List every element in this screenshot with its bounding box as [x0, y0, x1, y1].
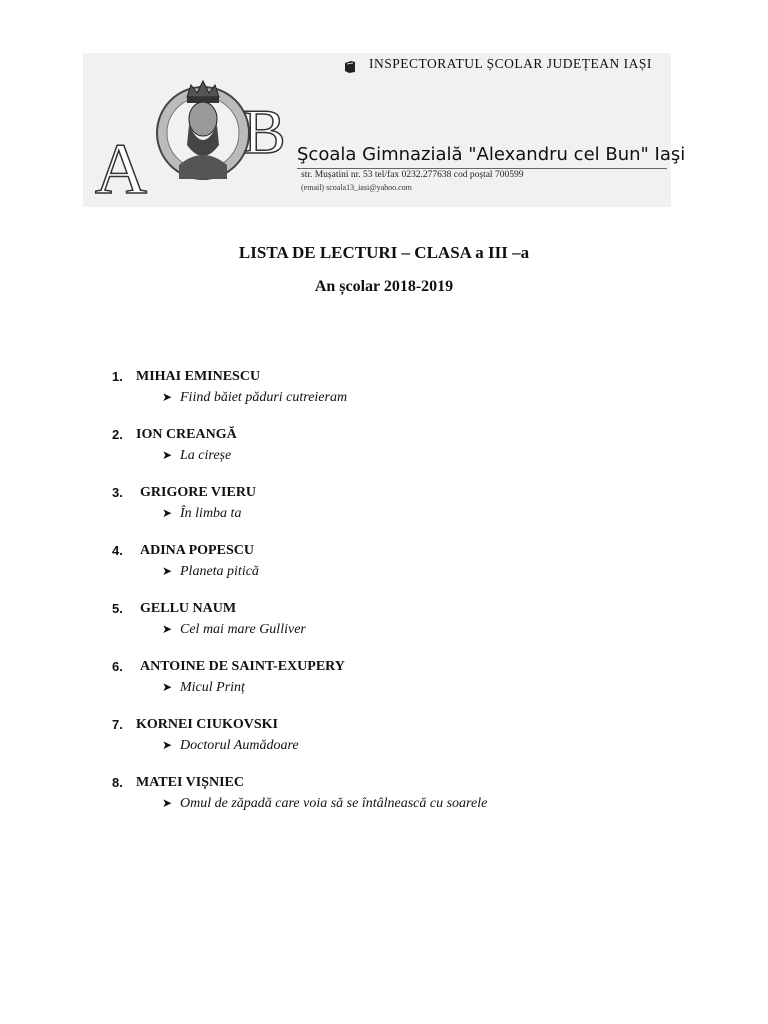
reading-list [112, 368, 712, 832]
arrowhead-bullet-icon: ➤ [162, 738, 173, 752]
arrowhead-bullet-icon: ➤ [162, 796, 173, 810]
logo-letter-b: B [243, 96, 286, 167]
arrowhead-bullet-icon: ➤ [162, 448, 173, 462]
list-item [112, 600, 712, 658]
school-email: (email) scoala13_iasi@yahoo.com [301, 183, 412, 192]
item-number: 3. [112, 485, 123, 500]
school-name: Şcoala Gimnazială "Alexandru cel Bun" Iaşi [297, 144, 686, 165]
work-title: Planeta pitică [180, 564, 259, 579]
author-name: MATEI VIȘNIEC [136, 775, 245, 790]
work-title: Cel mai mare Gulliver [180, 622, 306, 637]
item-number: 2. [112, 427, 123, 442]
school-address: str. Mușatini nr. 53 tel/fax 0232.277638 cod poștal 700599 [301, 170, 524, 180]
work-title: Micul Prinț [180, 680, 245, 695]
item-number: 7. [112, 717, 123, 732]
list-item [112, 542, 712, 600]
arrowhead-bullet-icon: ➤ [162, 680, 173, 694]
author-name: KORNEI CIUKOVSKI [136, 717, 278, 732]
item-number: 6. [112, 659, 123, 674]
work-title: Omul de zăpadă care voia să se întâlnească cu soarele [180, 796, 488, 811]
arrowhead-bullet-icon: ➤ [162, 622, 173, 636]
header-divider [297, 168, 667, 169]
work-title: Fiind băiet păduri cutreieram [180, 390, 348, 405]
author-name: ION CREANGĂ [136, 427, 237, 442]
item-number: 4. [112, 543, 123, 558]
letterhead [83, 53, 686, 207]
list-item [112, 426, 712, 484]
work-title: Doctorul Aumădoare [180, 738, 299, 753]
author-name: GRIGORE VIERU [140, 485, 257, 500]
author-name: ANTOINE DE SAINT-EXUPERY [140, 659, 345, 674]
item-number: 8. [112, 775, 123, 790]
inspectorate-name: INSPECTORATUL ȘCOLAR JUDEȚEAN IAȘI [369, 56, 652, 71]
item-number: 5. [112, 601, 123, 616]
book-icon [344, 60, 356, 74]
arrowhead-bullet-icon: ➤ [162, 390, 173, 404]
list-item [112, 658, 712, 716]
list-item [112, 774, 712, 832]
arrowhead-bullet-icon: ➤ [162, 564, 173, 578]
author-name: ADINA POPESCU [140, 543, 254, 558]
work-title: La cireșe [180, 448, 232, 463]
school-logo [93, 75, 293, 203]
list-item [112, 716, 712, 774]
arrowhead-bullet-icon: ➤ [162, 506, 173, 520]
author-name: MIHAI EMINESCU [136, 369, 261, 384]
item-number: 1. [112, 369, 123, 384]
logo-letter-a: A [95, 129, 147, 203]
author-name: GELLU NAUM [140, 601, 237, 616]
school-year: An școlar 2018-2019 [314, 278, 454, 295]
page-title: LISTA DE LECTURI – CLASA a III –a [238, 243, 530, 262]
list-item [112, 484, 712, 542]
work-title: În limba ta [180, 506, 242, 521]
list-item [112, 368, 712, 426]
